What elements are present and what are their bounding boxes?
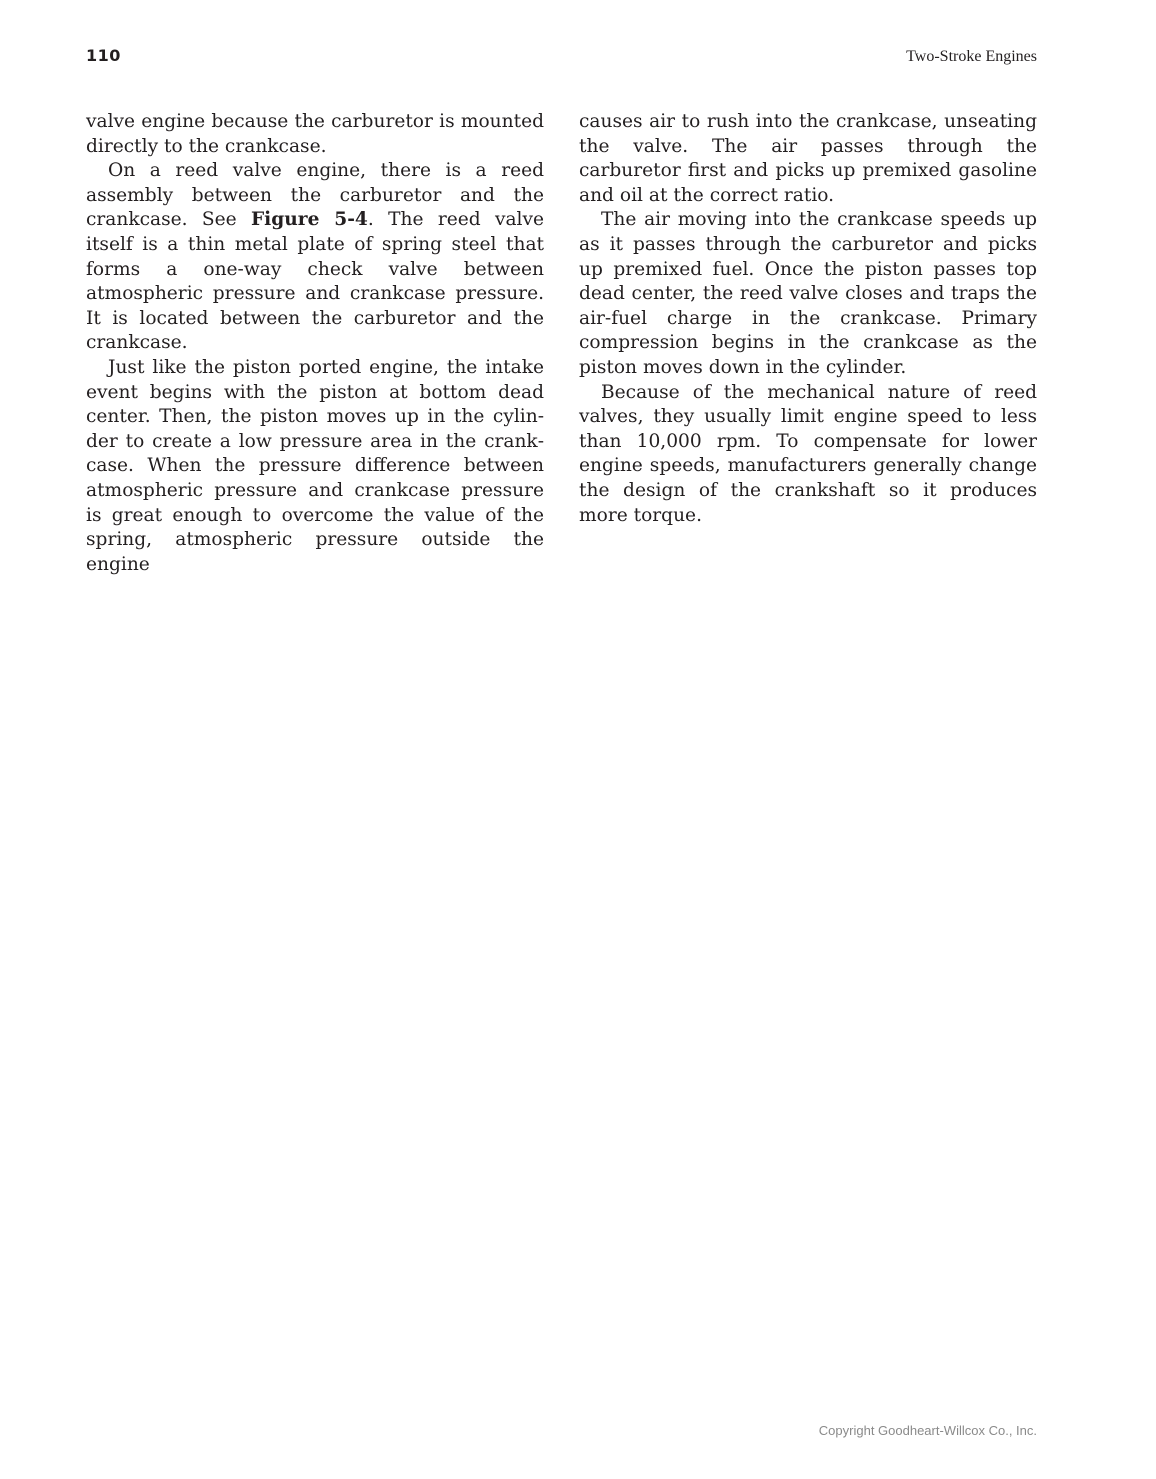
paragraph-text: On a reed valve engine, there is a reed assembly between the carburetor and the crankcase. See <box>86 160 544 231</box>
paragraph-air-movement: The air moving into the crankcase speeds up as it passes through the carburetor and picks up premixed fuel. Once the piston passes top dead center, the reed valve closes and traps the air-fuel charge in the crankcase. Primary compression begins in the crankcase as the piston moves down in the cylinder. <box>579 209 1037 378</box>
paragraph-reed-assembly <box>86 159 544 356</box>
paragraph-engine-speed: Because of the mechanical nature of reed valves, they usually limit engine speed to less than 10,000 rpm. To compensate for lower engine speeds, manufacturers generally change the design of the crankshaft so it produces more torque. <box>579 381 1037 526</box>
paragraph-continued: valve engine because the carburetor is mounted directly to the crankcase. <box>86 111 544 157</box>
page-number: 110 <box>86 46 121 65</box>
paragraph-intake-event: Just like the piston ported engine, the intake event begins with the piston at bottom dead center. Then, the piston moves up in the cylinder to create a low pressure area in the crankcase. When the pressure difference between atmospheric pressure and crankcase pressure is great enough to overcome the value of the spring, atmospheric pressure outside the engine <box>86 356 544 575</box>
figure-reference: Figure 5-4 <box>250 209 368 231</box>
left-text-column <box>86 110 544 577</box>
copyright-notice: Copyright Goodheart-Willcox Co., Inc. <box>818 1423 1037 1438</box>
right-text-column <box>579 110 1037 528</box>
paragraph-continued: causes air to rush into the crankcase, unseating the valve. The air passes through the carburetor first and picks up premixed gasoline and oil at the correct ratio. <box>579 111 1037 206</box>
paragraph-text: . The reed valve itself is a thin metal plate of spring steel that forms a one-way check valve between atmospheric pressure and crankcase pressure. It is located between the carburetor and the crankcase. <box>86 209 544 354</box>
running-header-title: Two-Stroke Engines <box>906 48 1037 65</box>
